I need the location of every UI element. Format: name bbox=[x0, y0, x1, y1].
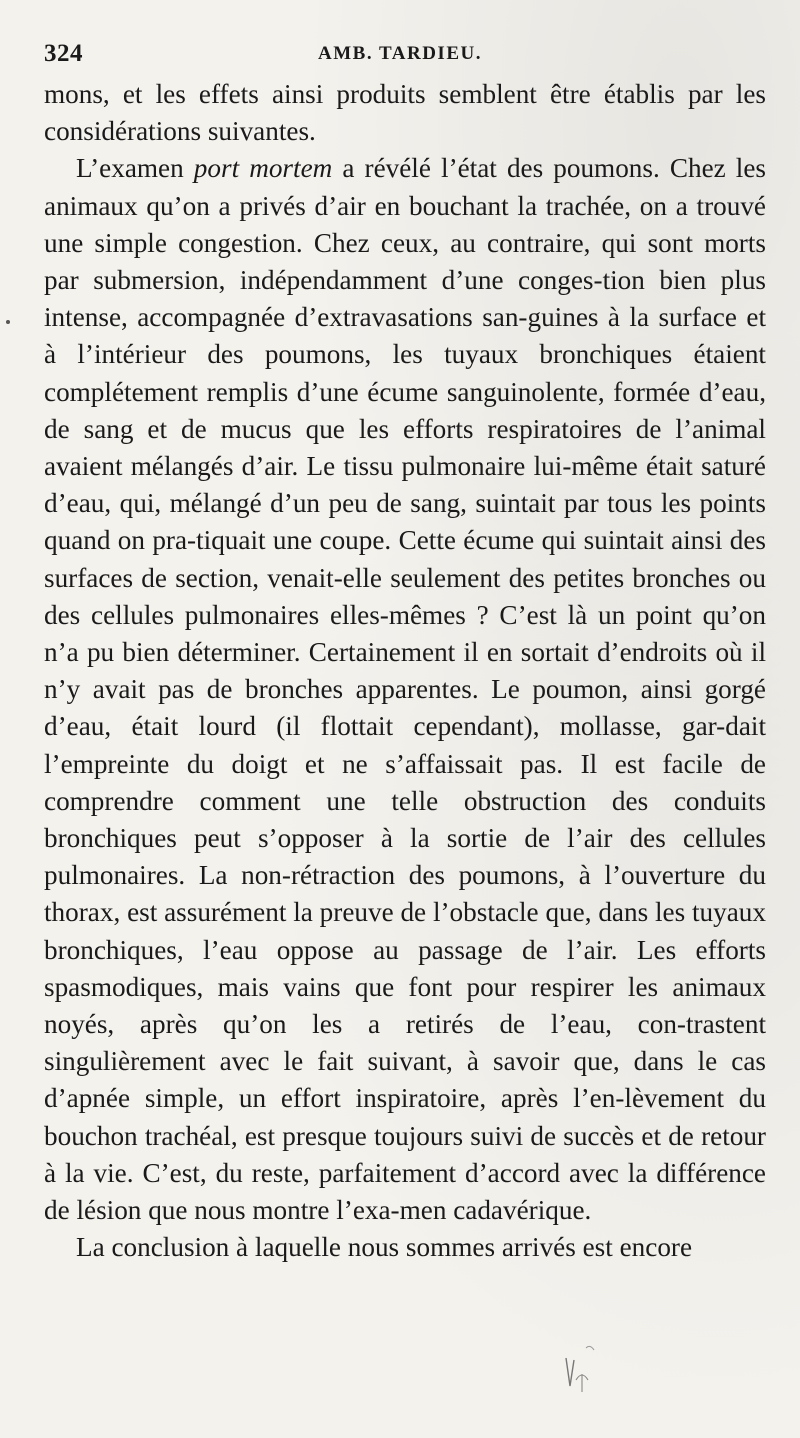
page-number: 324 bbox=[44, 40, 83, 67]
handwritten-mark bbox=[560, 1340, 600, 1400]
body-text bbox=[44, 76, 766, 1267]
running-head: AMB. TARDIEU. bbox=[318, 43, 482, 64]
paragraph-conclusion: La conclusion à laquelle nous sommes arrivés est encore bbox=[76, 1232, 693, 1263]
page-header bbox=[44, 34, 756, 74]
paragraph-examen-body: a révélé l’état des poumons. Chez les animaux qu’on a privés d’air en bouchant la trachée, on a trouvé une simple congestion. Chez ceux, au contraire, qui sont morts par submersion, indépendamment d’une conges-tion bien plus intense, accompagnée d’extravasations san-guines à la surface et à l’intérieur des poumons, les tuyaux bronchiques étaient complétement remplis d’une écume sanguinolente, formée d’eau, de sang et de mucus que les efforts respiratoires de l’animal avaient mélangés d’air. Le tissu pulmonaire lui-même était saturé d’eau, qui, mélangé d’un peu de sang, suintait par tous les points quand on pra-tiquait une coupe. Cette écume qui suintait ainsi des surfaces de section, venait-elle seulement des petites bronches ou des cellules pulmonaires elles-mêmes ? C’est là un point qu’on n’a pu bien déterminer. Certainement il en sortait d’endroits où il n’y avait pas de bronches apparentes. Le poumon, ainsi gorgé d’eau, était lourd (il flottait cependant), mollasse, gar-dait l’empreinte du doigt et ne s’affaissait pas. Il est facile de comprendre comment une telle obstruction des conduits bronchiques peut s’opposer à la sortie de l’air des cellules pulmonaires. La non-rétraction des poumons, à l’ouverture du thorax, est assurément la preuve de l’obstacle que, dans les tuyaux bronchiques, l’eau oppose au passage de l’air. Les efforts spasmodiques, mais vains que font pour respirer les animaux noyés, après qu’on les a retirés de l’eau, con-trastent singulièrement avec le fait suivant, à savoir que, dans le cas d’apnée simple, un effort inspiratoire, après l’en-lèvement du bouchon trachéal, est presque toujours suivi de succès et de retour à la vie. C’est, du reste, parfaitement d’accord avec la différence de lésion que nous montre l’exa-men cadavérique. bbox=[44, 153, 767, 1226]
margin-speck bbox=[6, 320, 10, 324]
paragraph-examen bbox=[44, 150, 766, 1229]
italic-term: port mortem bbox=[193, 153, 333, 184]
paragraph-examen-lead: L’examen bbox=[76, 153, 194, 184]
paragraph-continuation: mons, et les effets ainsi produits semblent être établis par les considérations suivantes. bbox=[44, 79, 766, 147]
